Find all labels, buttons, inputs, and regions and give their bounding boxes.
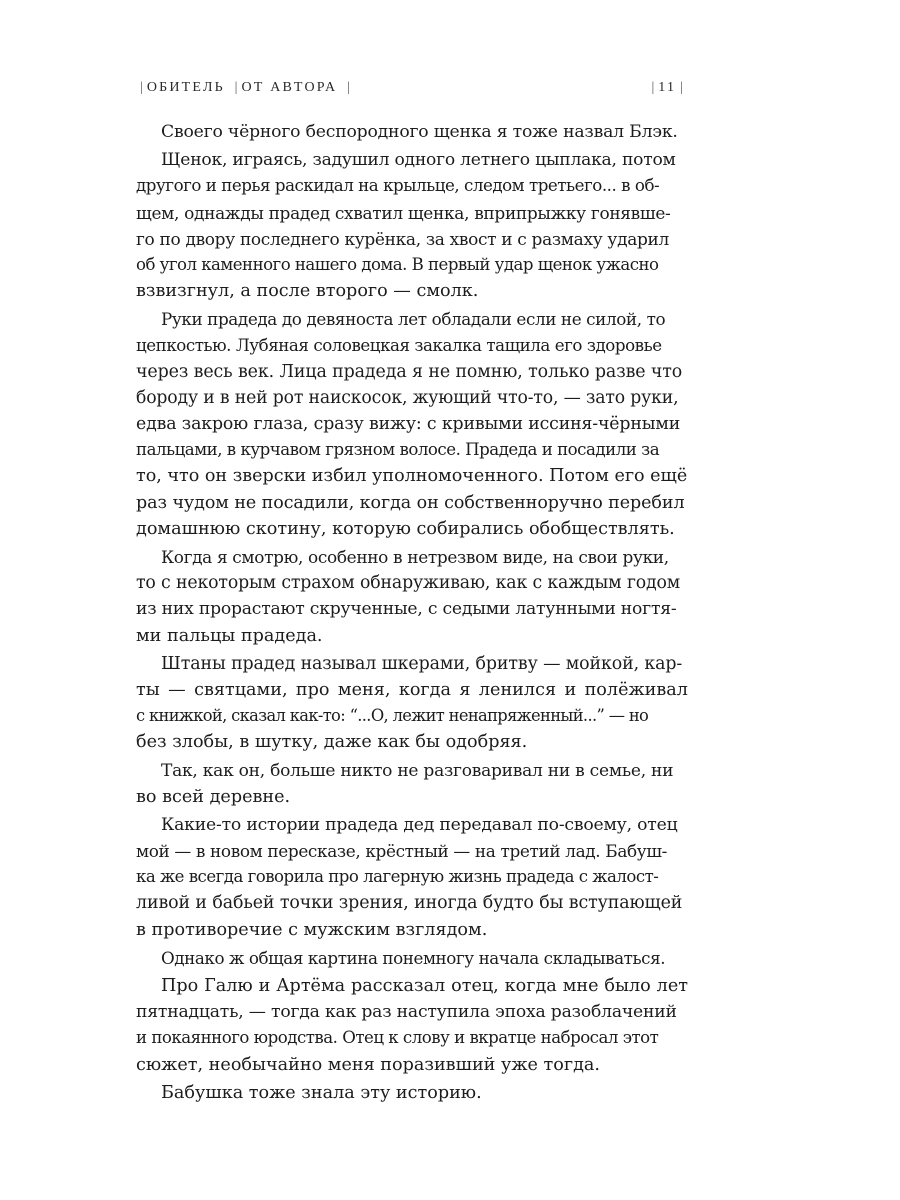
text-line: взвизгнул, а после второго — смолк. <box>136 281 479 302</box>
paragraph-first-line: Щенок, играясь, задушил одного летнего цыплака, потом <box>161 150 676 171</box>
paragraph-first-line: Своего чёрного беспородного щенка я тоже назвал Блэк. <box>161 122 678 142</box>
text-line: другого и перья раскидал на крыльце, следом третьего... в об- <box>136 176 660 196</box>
text-line: с книжкой, сказал как-то: “...О, лежит ненапряженный...” — но <box>136 706 649 726</box>
paragraph-first-line: Бабушка тоже знала эту историю. <box>161 1082 482 1103</box>
page-number: 11 <box>658 80 677 95</box>
section-title: ОТ АВТОРА <box>241 80 338 95</box>
text-line: раз чудом не посадили, когда он собственноручно перебил <box>136 492 685 513</box>
text-line: без злобы, в шутку, даже как бы одобряя. <box>136 732 528 753</box>
separator-bar: | <box>680 80 683 95</box>
running-head-left <box>136 80 354 96</box>
text-line: пальцами, в курчавом грязном волосе. Прадеда и посадили за <box>136 440 660 460</box>
paragraph-first-line: Штаны прадед называл шкерами, бритву — мойкой, кар- <box>161 653 683 674</box>
running-head <box>136 80 687 100</box>
text-line: и покаянного юродства. Отец к слову и вкратце набросал этот <box>136 1028 659 1048</box>
text-line: из них прорастают скрученные, с седыми латунными ногтя- <box>136 599 677 620</box>
text-line: мой — в новом пересказе, крёстный — на третий лад. Бабуш- <box>136 841 668 862</box>
text-line: ливой и бабьей точки зрения, иногда будто бы вступающей <box>136 893 683 914</box>
running-head-right <box>647 80 687 96</box>
separator-bar: | <box>140 80 143 95</box>
text-line: домашнюю скотину, которую собирались обобществлять. <box>136 518 675 539</box>
text-line: пятнадцать, — тогда как раз наступила эпоха разоблачений <box>136 1002 677 1023</box>
paragraph-first-line: Однако ж общая картина понемногу начала складываться. <box>161 947 666 968</box>
separator-bar: | <box>234 80 238 95</box>
text-line: цепкостью. Лубяная соловецкая закалка тащила его здоровье <box>136 335 662 355</box>
paragraph-first-line: Руки прадеда до девяноста лет обладали если не силой, то <box>161 309 666 330</box>
text-line: то, что он зверски избил уполномоченного. Потом его ещё <box>136 466 688 487</box>
book-title: ОБИТЕЛЬ <box>146 80 225 95</box>
paragraph-first-line: Какие-то истории прадеда дед передавал по-своему, отец <box>161 814 678 835</box>
text-line: то с некоторым страхом обнаруживаю, как с каждым годом <box>136 573 681 594</box>
paragraph-first-line: Когда я смотрю, особенно в нетрезвом виде, на свои руки, <box>161 547 669 567</box>
text-line: ми пальцы прадеда. <box>136 625 323 646</box>
text-line: ка же всегда говорила про лагерную жизнь прадеда с жалост- <box>136 867 659 887</box>
paragraph-first-line: Про Галю и Артёма рассказал отец, когда мне было лет <box>161 976 688 996</box>
text-line: бороду и в ней рот наискосок, жующий что-то, — зато руки, <box>136 387 679 408</box>
separator-bar: | <box>651 80 655 95</box>
paragraph-first-line: Так, как он, больше никто не разговаривал ни в семье, ни <box>161 760 674 781</box>
text-line: об угол каменного нашего дома. В первый удар щенок ужасно <box>136 254 659 274</box>
text-line: во всей деревне. <box>136 786 291 807</box>
text-line: ты — святцами, про меня, когда я ленился и полёживал <box>136 679 688 700</box>
text-line: сюжет, необычайно меня поразивший уже тогда. <box>136 1054 600 1075</box>
separator-bar: | <box>346 80 350 95</box>
text-line: го по двору последнего курёнка, за хвост и с размаху ударил <box>136 228 669 249</box>
text-line: в противоречие с мужским взглядом. <box>136 919 488 940</box>
text-line: через весь век. Лица прадеда я не помню, только разве что <box>136 361 683 382</box>
text-line: щем, однажды прадед схватил щенка, вприпрыжку гонявше- <box>136 202 671 223</box>
text-line: едва закрою глаза, сразу вижу: с кривыми иссиня-чёрными <box>136 414 681 435</box>
body-text <box>136 119 688 1106</box>
